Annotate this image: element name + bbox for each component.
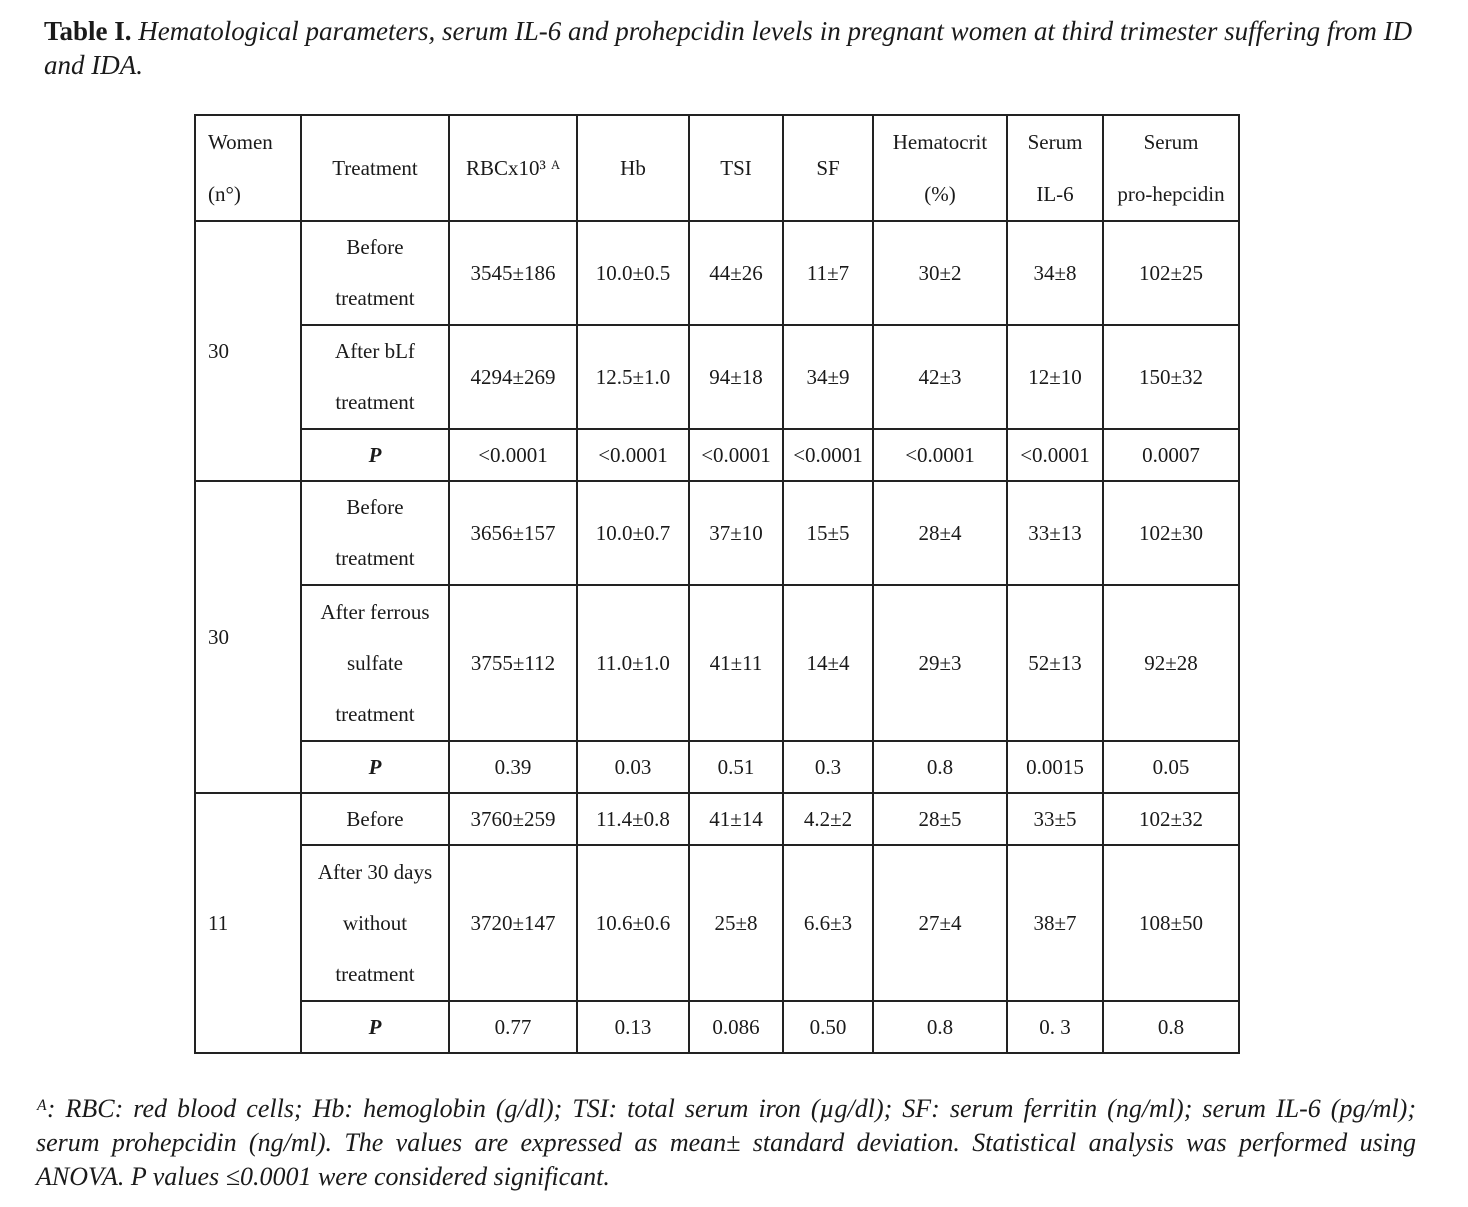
table-caption bbox=[44, 14, 1434, 82]
value-cell: 0.086 bbox=[689, 1001, 783, 1053]
table-row bbox=[195, 585, 1239, 741]
treatment-line: After ferrous bbox=[320, 599, 430, 624]
value-cell: 0.8 bbox=[873, 1001, 1007, 1053]
value-cell: 37±10 bbox=[689, 481, 783, 585]
header-rbc: RBCx10³ ᴬ bbox=[449, 115, 577, 221]
value-cell: 3545±186 bbox=[449, 221, 577, 325]
treatment-cell bbox=[301, 429, 449, 481]
table-row bbox=[195, 845, 1239, 1001]
value-cell: 3760±259 bbox=[449, 793, 577, 845]
value-cell: 12±10 bbox=[1007, 325, 1103, 429]
value-cell: <0.0001 bbox=[873, 429, 1007, 481]
treatment-line: treatment bbox=[335, 961, 415, 986]
value-cell: 0.0015 bbox=[1007, 741, 1103, 793]
table-row bbox=[195, 481, 1239, 585]
treatment-cell bbox=[301, 481, 449, 585]
value-cell: 0.77 bbox=[449, 1001, 577, 1053]
value-cell: <0.0001 bbox=[689, 429, 783, 481]
treatment-line: without bbox=[342, 910, 408, 935]
table-caption-text: Hematological parameters, serum IL-6 and prohepcidin levels in pregnant women at third trimester suffering from ID and IDA. bbox=[44, 16, 1413, 80]
value-cell: 33±13 bbox=[1007, 481, 1103, 585]
value-cell: 0.50 bbox=[783, 1001, 873, 1053]
table-row bbox=[195, 429, 1239, 481]
value-cell: 10.0±0.7 bbox=[577, 481, 689, 585]
treatment-cell bbox=[301, 585, 449, 741]
value-cell: 10.6±0.6 bbox=[577, 845, 689, 1001]
treatment-line: Before bbox=[346, 807, 404, 831]
treatment-cell bbox=[301, 1001, 449, 1053]
treatment-cell bbox=[301, 793, 449, 845]
header-prohepcidin-line1: Serum bbox=[1143, 130, 1199, 154]
value-cell: 0.3 bbox=[783, 741, 873, 793]
value-cell: <0.0001 bbox=[577, 429, 689, 481]
header-il6 bbox=[1007, 115, 1103, 221]
table-row bbox=[195, 793, 1239, 845]
treatment-line: treatment bbox=[335, 701, 415, 726]
value-cell: 11.4±0.8 bbox=[577, 793, 689, 845]
women-count-cell: 11 bbox=[195, 793, 301, 1053]
treatment-line: P bbox=[368, 755, 382, 779]
value-cell: 34±8 bbox=[1007, 221, 1103, 325]
table-row bbox=[195, 741, 1239, 793]
value-cell: 94±18 bbox=[689, 325, 783, 429]
value-cell: 0.51 bbox=[689, 741, 783, 793]
value-cell: 29±3 bbox=[873, 585, 1007, 741]
value-cell: 3720±147 bbox=[449, 845, 577, 1001]
value-cell: 11±7 bbox=[783, 221, 873, 325]
table-header-row bbox=[195, 115, 1239, 221]
table-caption-label: Table I. bbox=[44, 16, 132, 46]
header-women bbox=[195, 115, 301, 221]
value-cell: 52±13 bbox=[1007, 585, 1103, 741]
table-row bbox=[195, 221, 1239, 325]
treatment-line: sulfate bbox=[347, 650, 403, 675]
value-cell: 38±7 bbox=[1007, 845, 1103, 1001]
treatment-cell bbox=[301, 221, 449, 325]
value-cell: 0.13 bbox=[577, 1001, 689, 1053]
value-cell: 30±2 bbox=[873, 221, 1007, 325]
value-cell: 102±30 bbox=[1103, 481, 1239, 585]
header-hematocrit-line2: (%) bbox=[924, 182, 956, 206]
value-cell: 3656±157 bbox=[449, 481, 577, 585]
value-cell: 14±4 bbox=[783, 585, 873, 741]
treatment-cell bbox=[301, 325, 449, 429]
value-cell: 102±25 bbox=[1103, 221, 1239, 325]
treatment-line: P bbox=[368, 1015, 382, 1039]
header-prohepcidin bbox=[1103, 115, 1239, 221]
value-cell: 0.0007 bbox=[1103, 429, 1239, 481]
header-women-line1: Women bbox=[208, 130, 273, 154]
treatment-line: treatment bbox=[335, 546, 415, 570]
header-hematocrit bbox=[873, 115, 1007, 221]
value-cell: 0.05 bbox=[1103, 741, 1239, 793]
header-women-line2: (n°) bbox=[208, 182, 241, 206]
value-cell: 44±26 bbox=[689, 221, 783, 325]
value-cell: 41±11 bbox=[689, 585, 783, 741]
table-row bbox=[195, 325, 1239, 429]
treatment-line: Before bbox=[346, 235, 404, 259]
value-cell: 41±14 bbox=[689, 793, 783, 845]
value-cell: 10.0±0.5 bbox=[577, 221, 689, 325]
value-cell: 0.8 bbox=[1103, 1001, 1239, 1053]
value-cell: 15±5 bbox=[783, 481, 873, 585]
header-hb: Hb bbox=[577, 115, 689, 221]
treatment-line: After 30 days bbox=[317, 859, 433, 884]
value-cell: 4294±269 bbox=[449, 325, 577, 429]
value-cell: 102±32 bbox=[1103, 793, 1239, 845]
treatment-line: treatment bbox=[335, 286, 415, 310]
value-cell: 42±3 bbox=[873, 325, 1007, 429]
value-cell: 25±8 bbox=[689, 845, 783, 1001]
value-cell: 150±32 bbox=[1103, 325, 1239, 429]
value-cell: 4.2±2 bbox=[783, 793, 873, 845]
treatment-cell bbox=[301, 741, 449, 793]
value-cell: 11.0±1.0 bbox=[577, 585, 689, 741]
treatment-line: treatment bbox=[335, 390, 415, 414]
header-sf: SF bbox=[783, 115, 873, 221]
women-count-cell: 30 bbox=[195, 221, 301, 481]
header-il6-line2: IL-6 bbox=[1036, 182, 1074, 206]
value-cell: 28±4 bbox=[873, 481, 1007, 585]
header-tsi: TSI bbox=[689, 115, 783, 221]
header-hematocrit-line1: Hematocrit bbox=[892, 130, 988, 154]
value-cell: 28±5 bbox=[873, 793, 1007, 845]
value-cell: <0.0001 bbox=[449, 429, 577, 481]
treatment-line: After bLf bbox=[335, 339, 415, 363]
table-footnote: ᴬ: RBC: red blood cells; Hb: hemoglobin (g/dl); TSI: total serum iron (µg/dl); SF: serum ferritin (ng/ml); serum IL-6 (pg/ml); serum prohepcidin (ng/ml). The values are expressed as mean± standard deviation. Statistical analysis was performed using ANOVA. P values ≤0.0001 were considered significant. bbox=[36, 1094, 1416, 1191]
table-row bbox=[195, 1001, 1239, 1053]
header-il6-line1: Serum bbox=[1027, 130, 1083, 154]
header-treatment: Treatment bbox=[301, 115, 449, 221]
value-cell: <0.0001 bbox=[1007, 429, 1103, 481]
value-cell: 108±50 bbox=[1103, 845, 1239, 1001]
hematology-table bbox=[194, 114, 1240, 1054]
value-cell: 27±4 bbox=[873, 845, 1007, 1001]
value-cell: <0.0001 bbox=[783, 429, 873, 481]
value-cell: 33±5 bbox=[1007, 793, 1103, 845]
value-cell: 92±28 bbox=[1103, 585, 1239, 741]
value-cell: 3755±112 bbox=[449, 585, 577, 741]
treatment-cell bbox=[301, 845, 449, 1001]
treatment-line: P bbox=[368, 443, 382, 467]
women-count-cell: 30 bbox=[195, 481, 301, 793]
value-cell: 0.8 bbox=[873, 741, 1007, 793]
value-cell: 0.39 bbox=[449, 741, 577, 793]
value-cell: 0. 3 bbox=[1007, 1001, 1103, 1053]
header-prohepcidin-line2: pro-hepcidin bbox=[1117, 182, 1225, 206]
value-cell: 0.03 bbox=[577, 741, 689, 793]
treatment-line: Before bbox=[346, 495, 404, 519]
value-cell: 34±9 bbox=[783, 325, 873, 429]
value-cell: 6.6±3 bbox=[783, 845, 873, 1001]
value-cell: 12.5±1.0 bbox=[577, 325, 689, 429]
